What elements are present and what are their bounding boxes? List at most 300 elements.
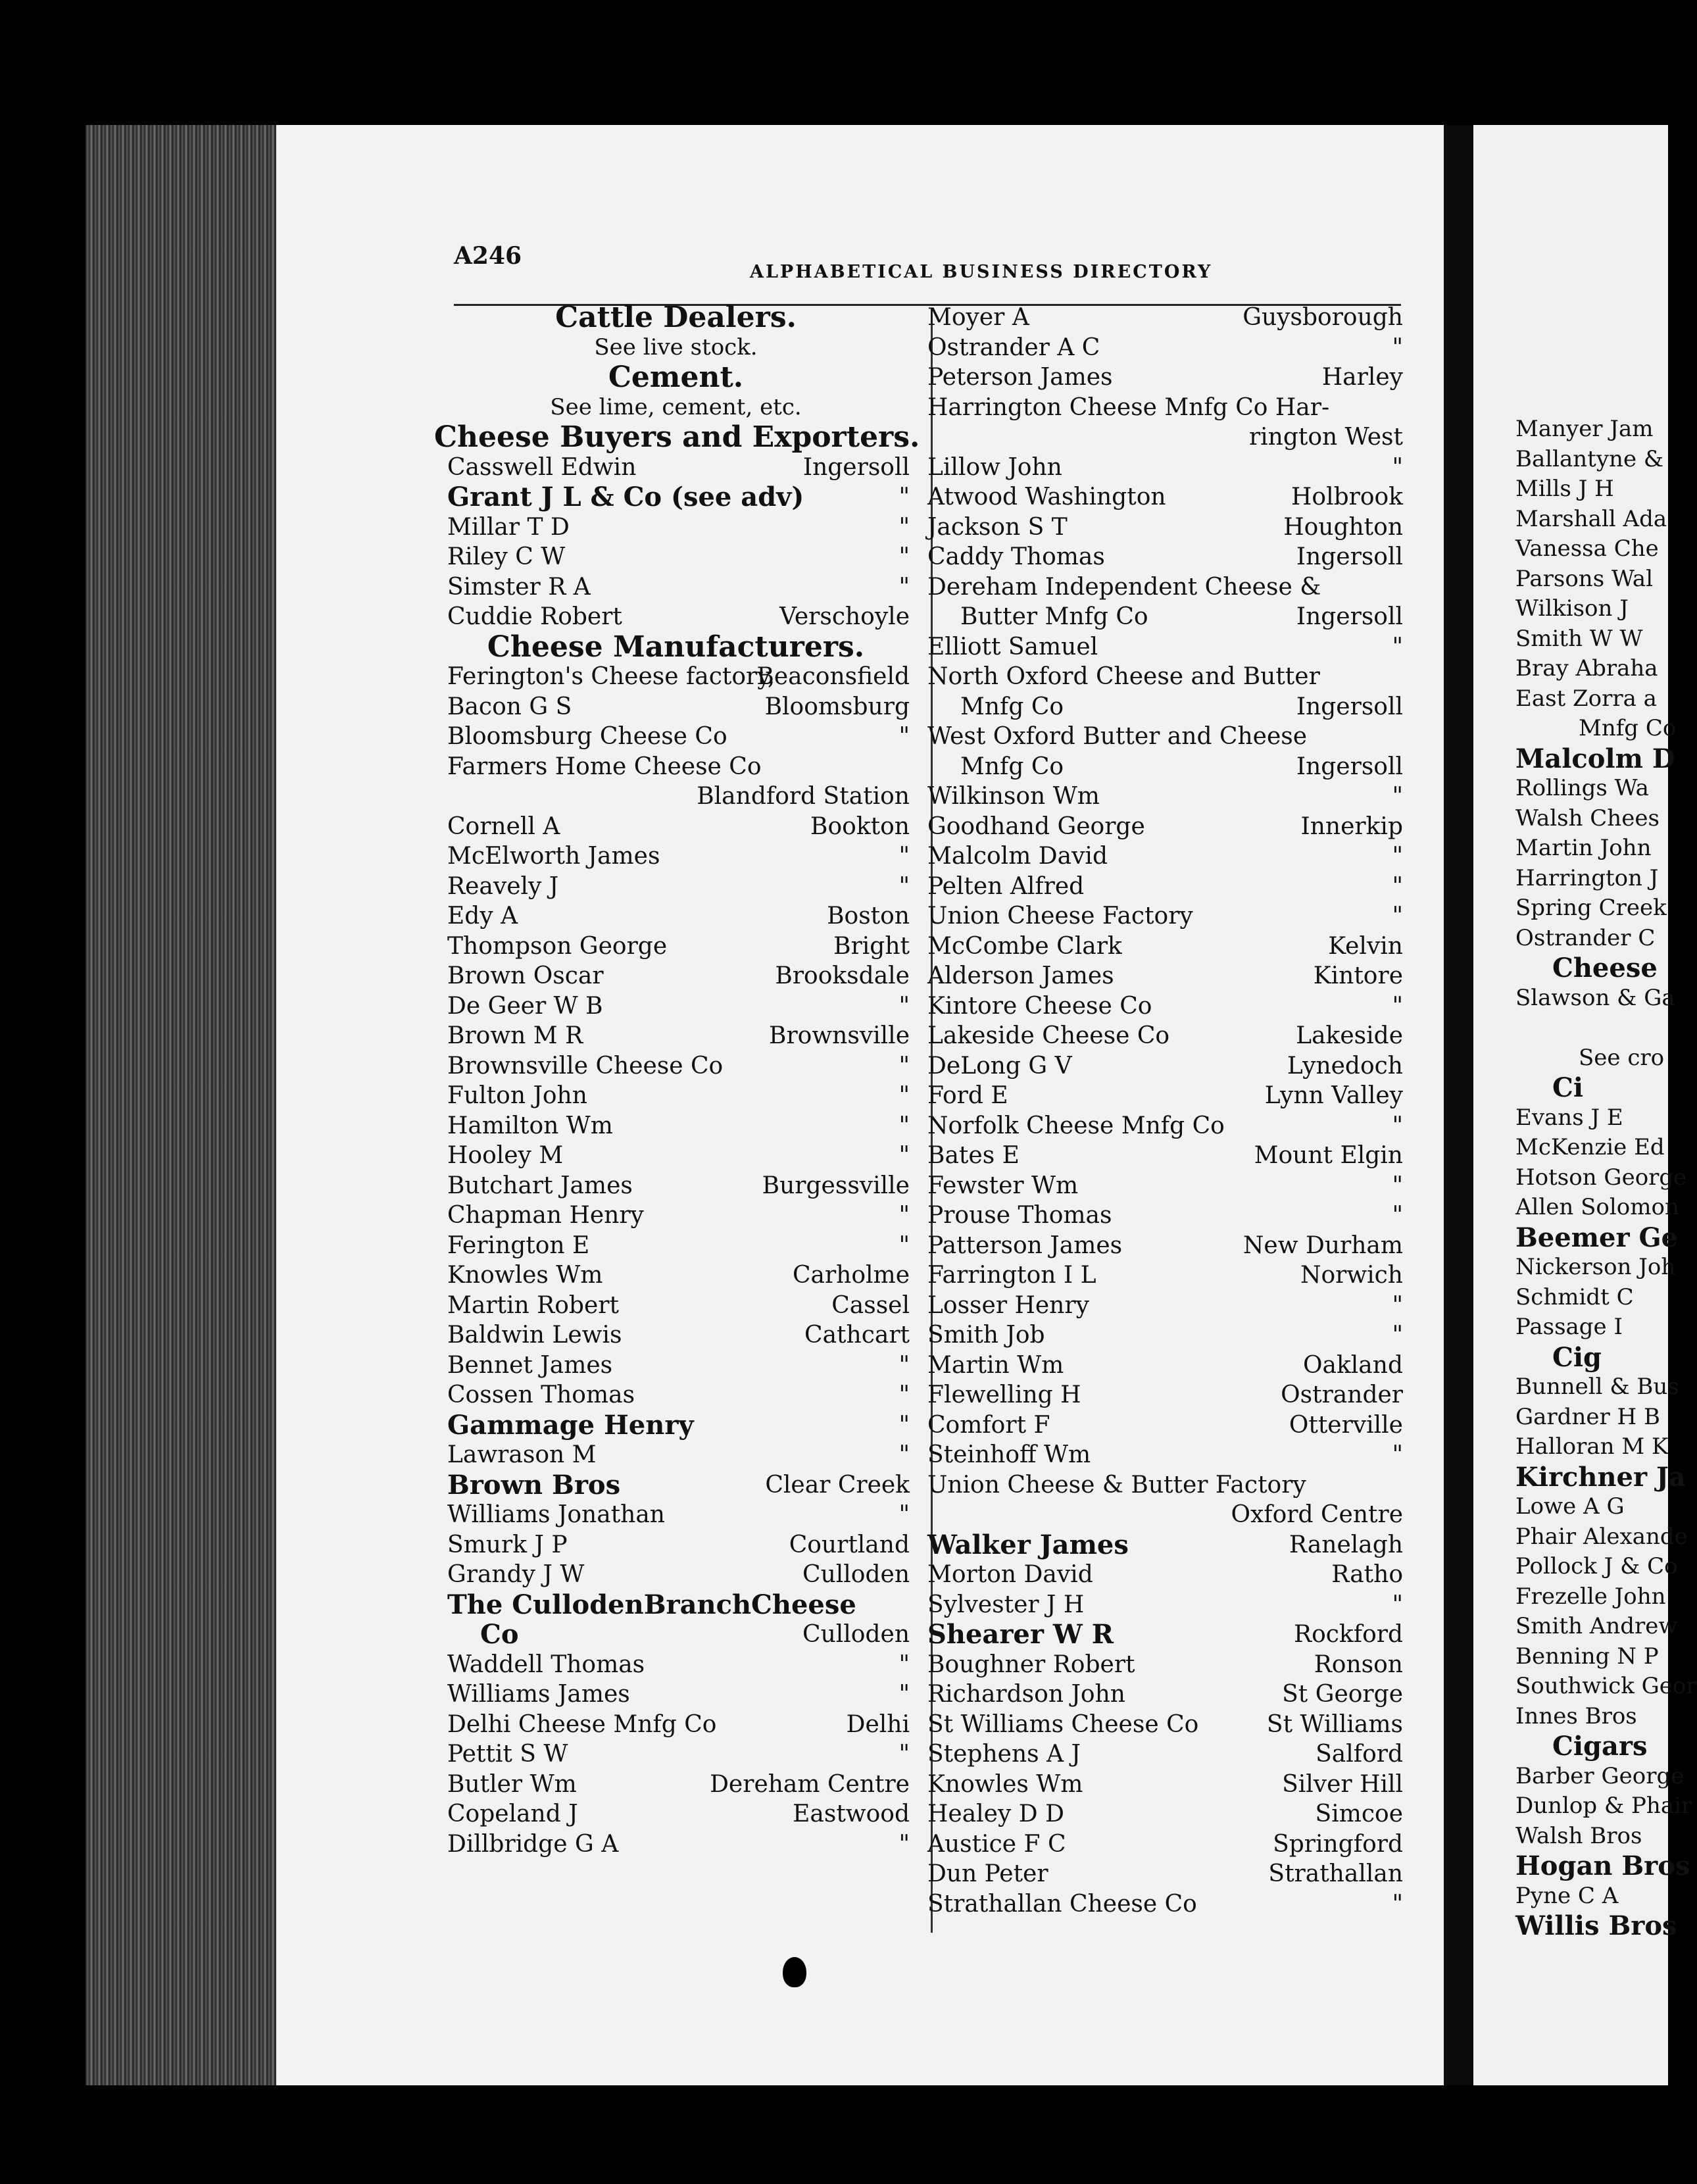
directory-entry <box>914 1620 1411 1650</box>
entry-name: Grandy J W <box>447 1561 585 1588</box>
right-page <box>1473 125 1697 2085</box>
directory-entry <box>434 1530 918 1560</box>
directory-entry <box>914 812 1411 842</box>
entry-name: Waddell Thomas <box>447 1650 645 1678</box>
directory-entry <box>914 1470 1411 1501</box>
entry-location: " <box>898 1351 910 1379</box>
directory-entry <box>914 662 1411 692</box>
entry-name: DeLong G V <box>927 1052 1072 1080</box>
directory-entry <box>914 961 1411 991</box>
directory-entry <box>914 1530 1411 1560</box>
entry-name: Ferington's Cheese factory, <box>447 663 775 690</box>
entry-name: Fewster Wm <box>927 1172 1079 1199</box>
entry-location: Silver Hill <box>1282 1770 1403 1798</box>
entry-location: St Williams <box>1266 1710 1403 1738</box>
directory-entry <box>914 422 1411 453</box>
entry-name: Farrington I L <box>927 1262 1096 1289</box>
entry-name: Harrington Cheese Mnfg Co Har- <box>927 393 1330 421</box>
running-head: ALPHABETICAL BUSINESS DIRECTORY <box>750 262 1213 282</box>
entry-location: " <box>898 723 910 750</box>
directory-entry <box>434 1470 918 1501</box>
directory-entry <box>434 1380 918 1410</box>
entry-location: Innerkip <box>1300 812 1403 840</box>
entry-name: Butchart James <box>447 1172 633 1199</box>
entry-name: Prouse Thomas <box>927 1202 1112 1229</box>
entry-location: Brooksdale <box>775 962 910 989</box>
entry-name: St Williams Cheese Co <box>927 1710 1199 1738</box>
directory-entry <box>914 991 1411 1022</box>
directory-entry <box>434 1500 918 1530</box>
directory-entry: Martin John <box>1515 835 1652 861</box>
directory-entry <box>434 572 918 603</box>
entry-name: Ford E <box>927 1082 1008 1109</box>
entry-location: Kintore <box>1313 962 1403 989</box>
directory-entry <box>914 901 1411 931</box>
directory-entry <box>914 1201 1411 1231</box>
entry-name: Flewelling H <box>927 1381 1081 1408</box>
directory-entry <box>434 1141 918 1171</box>
entry-location: Lynedoch <box>1287 1052 1403 1080</box>
directory-entry <box>914 303 1411 333</box>
directory-entry <box>914 1859 1411 1889</box>
directory-entry <box>914 453 1411 483</box>
entry-name: Baldwin Lewis <box>447 1322 622 1349</box>
entry-name: North Oxford Cheese and Butter <box>927 663 1320 690</box>
directory-entry: Ostrander C <box>1515 924 1656 951</box>
entry-name: Austice F C <box>927 1830 1066 1858</box>
entry-location: Ingersoll <box>802 453 910 481</box>
entry-name: Union Cheese Factory <box>927 903 1193 930</box>
entry-name: Shearer W R <box>927 1619 1114 1650</box>
entry-name: Moyer A <box>927 304 1029 331</box>
directory-entry: Ballantyne & <box>1515 445 1664 472</box>
entry-name: Cornell A <box>447 812 560 840</box>
directory-entry: Lowe A G <box>1515 1493 1625 1520</box>
directory-entry <box>1473 1013 1697 1043</box>
entry-name: Kintore Cheese Co <box>927 992 1152 1020</box>
directory-entry <box>914 1171 1411 1201</box>
entry-location: Bookton <box>810 812 910 840</box>
entry-location: " <box>898 1741 910 1768</box>
directory-entry <box>914 1380 1411 1410</box>
entry-location: " <box>898 1231 910 1259</box>
directory-entry <box>434 692 918 722</box>
entry-location: " <box>1392 1112 1403 1139</box>
entry-name: Comfort F <box>927 1411 1050 1439</box>
entry-name: Dereham Independent Cheese & <box>927 573 1321 601</box>
entry-name: Jackson S T <box>927 513 1068 541</box>
entry-location: Beaconsfield <box>756 663 910 690</box>
directory-entry <box>914 333 1411 363</box>
entry-name: Farmers Home Cheese Co <box>447 753 762 780</box>
directory-entry <box>914 1710 1411 1740</box>
entry-location: Ingersoll <box>1296 693 1403 720</box>
entry-name: Malcolm David <box>927 843 1108 870</box>
entry-location: Ingersoll <box>1296 603 1403 630</box>
directory-entry <box>434 1291 918 1321</box>
entry-name: Edy A <box>447 903 518 930</box>
entry-location: Springford <box>1273 1830 1403 1858</box>
entry-name: Goodhand George <box>927 812 1145 840</box>
entry-name: Smith Job <box>927 1322 1045 1349</box>
entry-location: Ranelagh <box>1289 1531 1403 1558</box>
directory-entry <box>434 1620 918 1650</box>
directory-entry <box>434 1051 918 1081</box>
entry-name: Thompson George <box>447 932 668 960</box>
entry-name: Bloomsburg Cheese Co <box>447 723 727 750</box>
directory-entry <box>914 542 1411 572</box>
directory-entry <box>434 1679 918 1710</box>
entry-name: Bacon G S <box>447 693 572 720</box>
entry-name: Brown Oscar <box>447 962 604 989</box>
entry-location: Burgessville <box>762 1172 910 1199</box>
directory-entry <box>914 1650 1411 1680</box>
entry-location: " <box>898 513 910 541</box>
directory-entry: Walsh Chees <box>1515 805 1660 831</box>
entry-name: Dillbridge G A <box>447 1830 619 1858</box>
directory-entry <box>434 1710 918 1740</box>
directory-entry: Phair Alexande <box>1515 1523 1688 1550</box>
entry-location: Guysborough <box>1242 304 1403 331</box>
entry-location: Delhi <box>846 1710 910 1738</box>
entry-location: " <box>898 1501 910 1528</box>
directory-entry <box>914 1500 1411 1530</box>
directory-entry: Slawson & Ga <box>1515 984 1675 1011</box>
directory-entry: Innes Bros <box>1515 1702 1637 1729</box>
directory-entry <box>914 1081 1411 1111</box>
directory-entry <box>914 1111 1411 1141</box>
entry-name: Mnfg Co <box>960 693 1064 720</box>
entry-name: McCombe Clark <box>927 932 1122 960</box>
directory-entry <box>914 1021 1411 1051</box>
directory-entry <box>914 1141 1411 1171</box>
directory-entry: Spring Creek <box>1515 895 1667 921</box>
directory-entry: Barber George <box>1515 1762 1685 1789</box>
directory-entry <box>434 1770 918 1800</box>
entry-location: Boston <box>827 903 910 930</box>
entry-name: Wilkinson Wm <box>927 783 1100 810</box>
entry-name: Elliott Samuel <box>927 633 1098 660</box>
directory-entry <box>434 482 918 512</box>
directory-entry: Vanessa Che <box>1515 535 1659 562</box>
entry-location: Ingersoll <box>1296 543 1403 570</box>
entry-name: Bates E <box>927 1142 1020 1169</box>
directory-entry: See cro <box>1579 1044 1665 1071</box>
entry-location: " <box>898 1082 910 1109</box>
entry-name: Pettit S W <box>447 1741 568 1768</box>
directory-entry: Frezelle John <box>1515 1583 1666 1610</box>
directory-entry: Gardner H B <box>1515 1403 1660 1430</box>
directory-entry: Passage I <box>1515 1314 1623 1340</box>
entry-location: Culloden <box>802 1561 910 1588</box>
entry-name: Stephens A J <box>927 1741 1081 1768</box>
entry-location: " <box>898 1441 910 1468</box>
directory-entry <box>914 1231 1411 1261</box>
directory-entry <box>914 1799 1411 1829</box>
directory-entry <box>434 841 918 872</box>
entry-name: Cuddie Robert <box>447 603 622 630</box>
entry-name: Lillow John <box>927 453 1062 481</box>
entry-name: De Geer W B <box>447 992 603 1020</box>
directory-entry <box>914 572 1411 603</box>
directory-entry <box>434 1590 918 1620</box>
directory-entry <box>914 1351 1411 1381</box>
entry-name: Caddy Thomas <box>927 543 1105 570</box>
directory-entry <box>434 1351 918 1381</box>
entry-name: Richardson John <box>927 1681 1125 1708</box>
directory-entry <box>914 722 1411 752</box>
entry-name: McElworth James <box>447 843 660 870</box>
left-column <box>434 303 918 1859</box>
entry-name: Martin Wm <box>927 1351 1064 1379</box>
entry-location: " <box>898 1112 910 1139</box>
entry-location: Salford <box>1316 1741 1403 1768</box>
directory-entry <box>434 961 918 991</box>
entry-location: " <box>898 1830 910 1858</box>
directory-entry: Marshall Ada <box>1515 505 1667 532</box>
entry-location: " <box>898 1411 910 1439</box>
directory-entry <box>434 991 918 1022</box>
entry-location: " <box>898 992 910 1020</box>
directory-entry <box>914 782 1411 812</box>
directory-entry <box>914 482 1411 512</box>
entry-location: Blandford Station <box>697 783 910 810</box>
entry-location: Ostrander <box>1281 1381 1403 1408</box>
entry-location: Courtland <box>789 1531 910 1558</box>
entry-location: " <box>1392 1322 1403 1349</box>
entry-location: " <box>898 1202 910 1229</box>
directory-entry <box>434 812 918 842</box>
entry-name: Copeland J <box>447 1800 578 1827</box>
entry-location: " <box>898 1681 910 1708</box>
entry-name: Brown M R <box>447 1022 583 1049</box>
entry-location: " <box>1392 1202 1403 1229</box>
entry-location: Ingersoll <box>1296 753 1403 780</box>
entry-location: " <box>1392 903 1403 930</box>
entry-location: Lynn Valley <box>1264 1082 1403 1109</box>
entry-location: " <box>1392 992 1403 1020</box>
entry-name: Butter Mnfg Co <box>960 603 1148 630</box>
directory-entry <box>914 1829 1411 1860</box>
directory-entry: Walsh Bros <box>1515 1822 1642 1849</box>
directory-entry <box>914 1770 1411 1800</box>
directory-entry: Beemer Ge <box>1515 1222 1679 1253</box>
entry-name: Fulton John <box>447 1082 587 1109</box>
directory-entry <box>434 542 918 572</box>
directory-entry <box>914 931 1411 962</box>
entry-name: Patterson James <box>927 1231 1123 1259</box>
directory-entry <box>914 602 1411 632</box>
entry-location: " <box>898 1381 910 1408</box>
section-heading: Cheese <box>1552 953 1658 983</box>
entry-name: West Oxford Butter and Cheese <box>927 723 1308 750</box>
directory-entry <box>914 512 1411 543</box>
book-spine-edge <box>86 125 276 2085</box>
entry-location: " <box>1392 1441 1403 1468</box>
directory-entry: Benning N P <box>1515 1643 1659 1670</box>
entry-location: Cathcart <box>804 1322 910 1349</box>
directory-entry <box>434 782 918 812</box>
entry-location: " <box>898 484 910 510</box>
directory-entry: Smith W W <box>1515 625 1643 652</box>
entry-name: Gammage Henry <box>447 1409 694 1441</box>
entry-name: Butler Wm <box>447 1770 577 1798</box>
section-heading: Cattle Dealers. <box>555 301 797 334</box>
entry-location: " <box>898 1052 910 1080</box>
right-page-list <box>1473 414 1697 1941</box>
directory-entry <box>434 752 918 782</box>
entry-name: Lakeside Cheese Co <box>927 1022 1170 1049</box>
entry-location: Dereham Centre <box>710 1770 910 1798</box>
directory-entry: Mills J H <box>1515 476 1614 502</box>
directory-entry <box>434 1829 918 1860</box>
directory-entry <box>434 901 918 931</box>
directory-entry: Smith Andrew <box>1515 1613 1678 1639</box>
directory-entry <box>434 1739 918 1770</box>
entry-location: Strathallan <box>1268 1860 1403 1887</box>
directory-entry: Harrington J <box>1515 864 1659 891</box>
entry-name: Grant J L & Co (see adv) <box>447 482 804 512</box>
section-heading: Cigars <box>1552 1731 1648 1762</box>
directory-entry: Bray Abraha <box>1515 655 1658 682</box>
directory-entry <box>434 453 918 483</box>
directory-entry <box>914 692 1411 722</box>
directory-entry: Dunlop & Phair <box>1515 1793 1692 1819</box>
directory-entry: Kirchner Ja <box>1515 1461 1686 1493</box>
entry-location: Bright <box>833 932 910 960</box>
directory-entry <box>434 1081 918 1111</box>
directory-entry <box>434 1650 918 1680</box>
entry-location: " <box>898 1142 910 1169</box>
entry-name: Lawrason M <box>447 1441 597 1468</box>
directory-entry <box>434 1111 918 1141</box>
entry-location: " <box>1392 334 1403 361</box>
directory-entry <box>914 1739 1411 1770</box>
directory-entry <box>434 602 918 632</box>
directory-entry <box>914 632 1411 662</box>
entry-location: " <box>898 573 910 601</box>
directory-entry <box>914 841 1411 872</box>
entry-location: Rockford <box>1293 1621 1403 1648</box>
directory-entry <box>914 393 1411 423</box>
entry-name: Hooley M <box>447 1142 564 1169</box>
directory-entry <box>434 1410 918 1441</box>
entry-name: Smurk J P <box>447 1531 568 1558</box>
entry-location: Carholme <box>792 1262 910 1289</box>
entry-location: " <box>1392 843 1403 870</box>
directory-entry <box>434 512 918 543</box>
directory-entry: East Zorra a <box>1515 685 1657 712</box>
entry-name: Knowles Wm <box>447 1262 603 1289</box>
entry-location: Culloden <box>802 1621 910 1648</box>
entry-location: Cassel <box>831 1291 910 1319</box>
entry-name: Williams James <box>447 1681 630 1708</box>
entry-location: Oakland <box>1303 1351 1403 1379</box>
entry-location: Kelvin <box>1328 932 1403 960</box>
ink-smudge <box>783 1957 806 1987</box>
entry-name: Mnfg Co <box>960 753 1064 780</box>
entry-location: " <box>1392 1591 1403 1618</box>
entry-location: rington West <box>1248 424 1403 451</box>
entry-location: Houghton <box>1283 513 1403 541</box>
entry-location: Ronson <box>1314 1650 1403 1678</box>
entry-location: Lakeside <box>1296 1022 1403 1049</box>
directory-entry: Parsons Wal <box>1515 565 1654 592</box>
directory-entry <box>914 1440 1411 1470</box>
directory-entry <box>914 1320 1411 1351</box>
entry-location: Ratho <box>1331 1561 1403 1588</box>
entry-name: Dun Peter <box>927 1860 1048 1887</box>
entry-name: Co <box>480 1619 519 1650</box>
middle-column <box>914 303 1411 1919</box>
directory-entry: Allen Solomon <box>1515 1194 1679 1220</box>
entry-name: Pelten Alfred <box>927 872 1085 900</box>
directory-entry <box>434 1231 918 1261</box>
directory-entry: Hogan Bros <box>1515 1850 1690 1881</box>
section-heading: Cig <box>1552 1341 1602 1373</box>
entry-name: Boughner Robert <box>927 1650 1135 1678</box>
directory-entry <box>914 362 1411 393</box>
entry-name: Ferington E <box>447 1231 590 1259</box>
directory-entry <box>434 1560 918 1590</box>
entry-location: Holbrook <box>1291 484 1403 510</box>
directory-entry <box>434 1320 918 1351</box>
entry-location: " <box>1392 783 1403 810</box>
entry-name: Alderson James <box>927 962 1114 989</box>
entry-name: Strathallan Cheese Co <box>927 1890 1197 1918</box>
entry-name: Brownsville Cheese Co <box>447 1052 724 1080</box>
directory-entry <box>914 1410 1411 1441</box>
entry-location: " <box>898 1650 910 1678</box>
entry-name: Williams Jonathan <box>447 1501 665 1528</box>
entry-location: Otterville <box>1289 1411 1403 1439</box>
section-heading: Cement. <box>608 360 744 394</box>
directory-entry <box>434 1171 918 1201</box>
directory-entry <box>434 722 918 752</box>
directory-entry <box>914 1051 1411 1081</box>
directory-entry: Southwick Geor <box>1515 1673 1697 1699</box>
directory-entry <box>914 752 1411 782</box>
directory-entry <box>434 1201 918 1231</box>
entry-location: Norwich <box>1300 1262 1403 1289</box>
directory-entry <box>434 1021 918 1051</box>
directory-entry: Nickerson Joh <box>1515 1254 1676 1280</box>
entry-name: Martin Robert <box>447 1291 619 1319</box>
directory-entry: Willis Bros <box>1515 1910 1677 1941</box>
section-heading: Ci <box>1552 1072 1584 1103</box>
page-gutter <box>1444 125 1477 2085</box>
entry-location: Bloomsburg <box>764 693 910 720</box>
directory-entry: Halloran M K <box>1515 1433 1669 1460</box>
directory-entry: Pyne C A <box>1515 1882 1619 1909</box>
entry-name: Sylvester J H <box>927 1591 1085 1618</box>
directory-entry: Evans J E <box>1515 1104 1623 1131</box>
directory-entry: Hotson George <box>1515 1164 1687 1191</box>
directory-entry <box>914 1560 1411 1590</box>
section-heading: Cheese Buyers and Exporters. <box>434 420 920 454</box>
entry-name: Ostrander A C <box>927 334 1100 361</box>
section-heading: Cheese Manufacturers. <box>487 630 865 664</box>
entry-name: Atwood Washington <box>927 484 1166 510</box>
directory-entry <box>434 931 918 962</box>
directory-entry: Bunnell & Bus <box>1515 1374 1679 1400</box>
entry-name: Norfolk Cheese Mnfg Co <box>927 1112 1225 1139</box>
directory-entry: McKenzie Ed <box>1515 1134 1665 1160</box>
entry-location: " <box>898 872 910 900</box>
entry-name: Chapman Henry <box>447 1202 644 1229</box>
directory-entry <box>434 872 918 902</box>
directory-entry <box>434 1440 918 1470</box>
